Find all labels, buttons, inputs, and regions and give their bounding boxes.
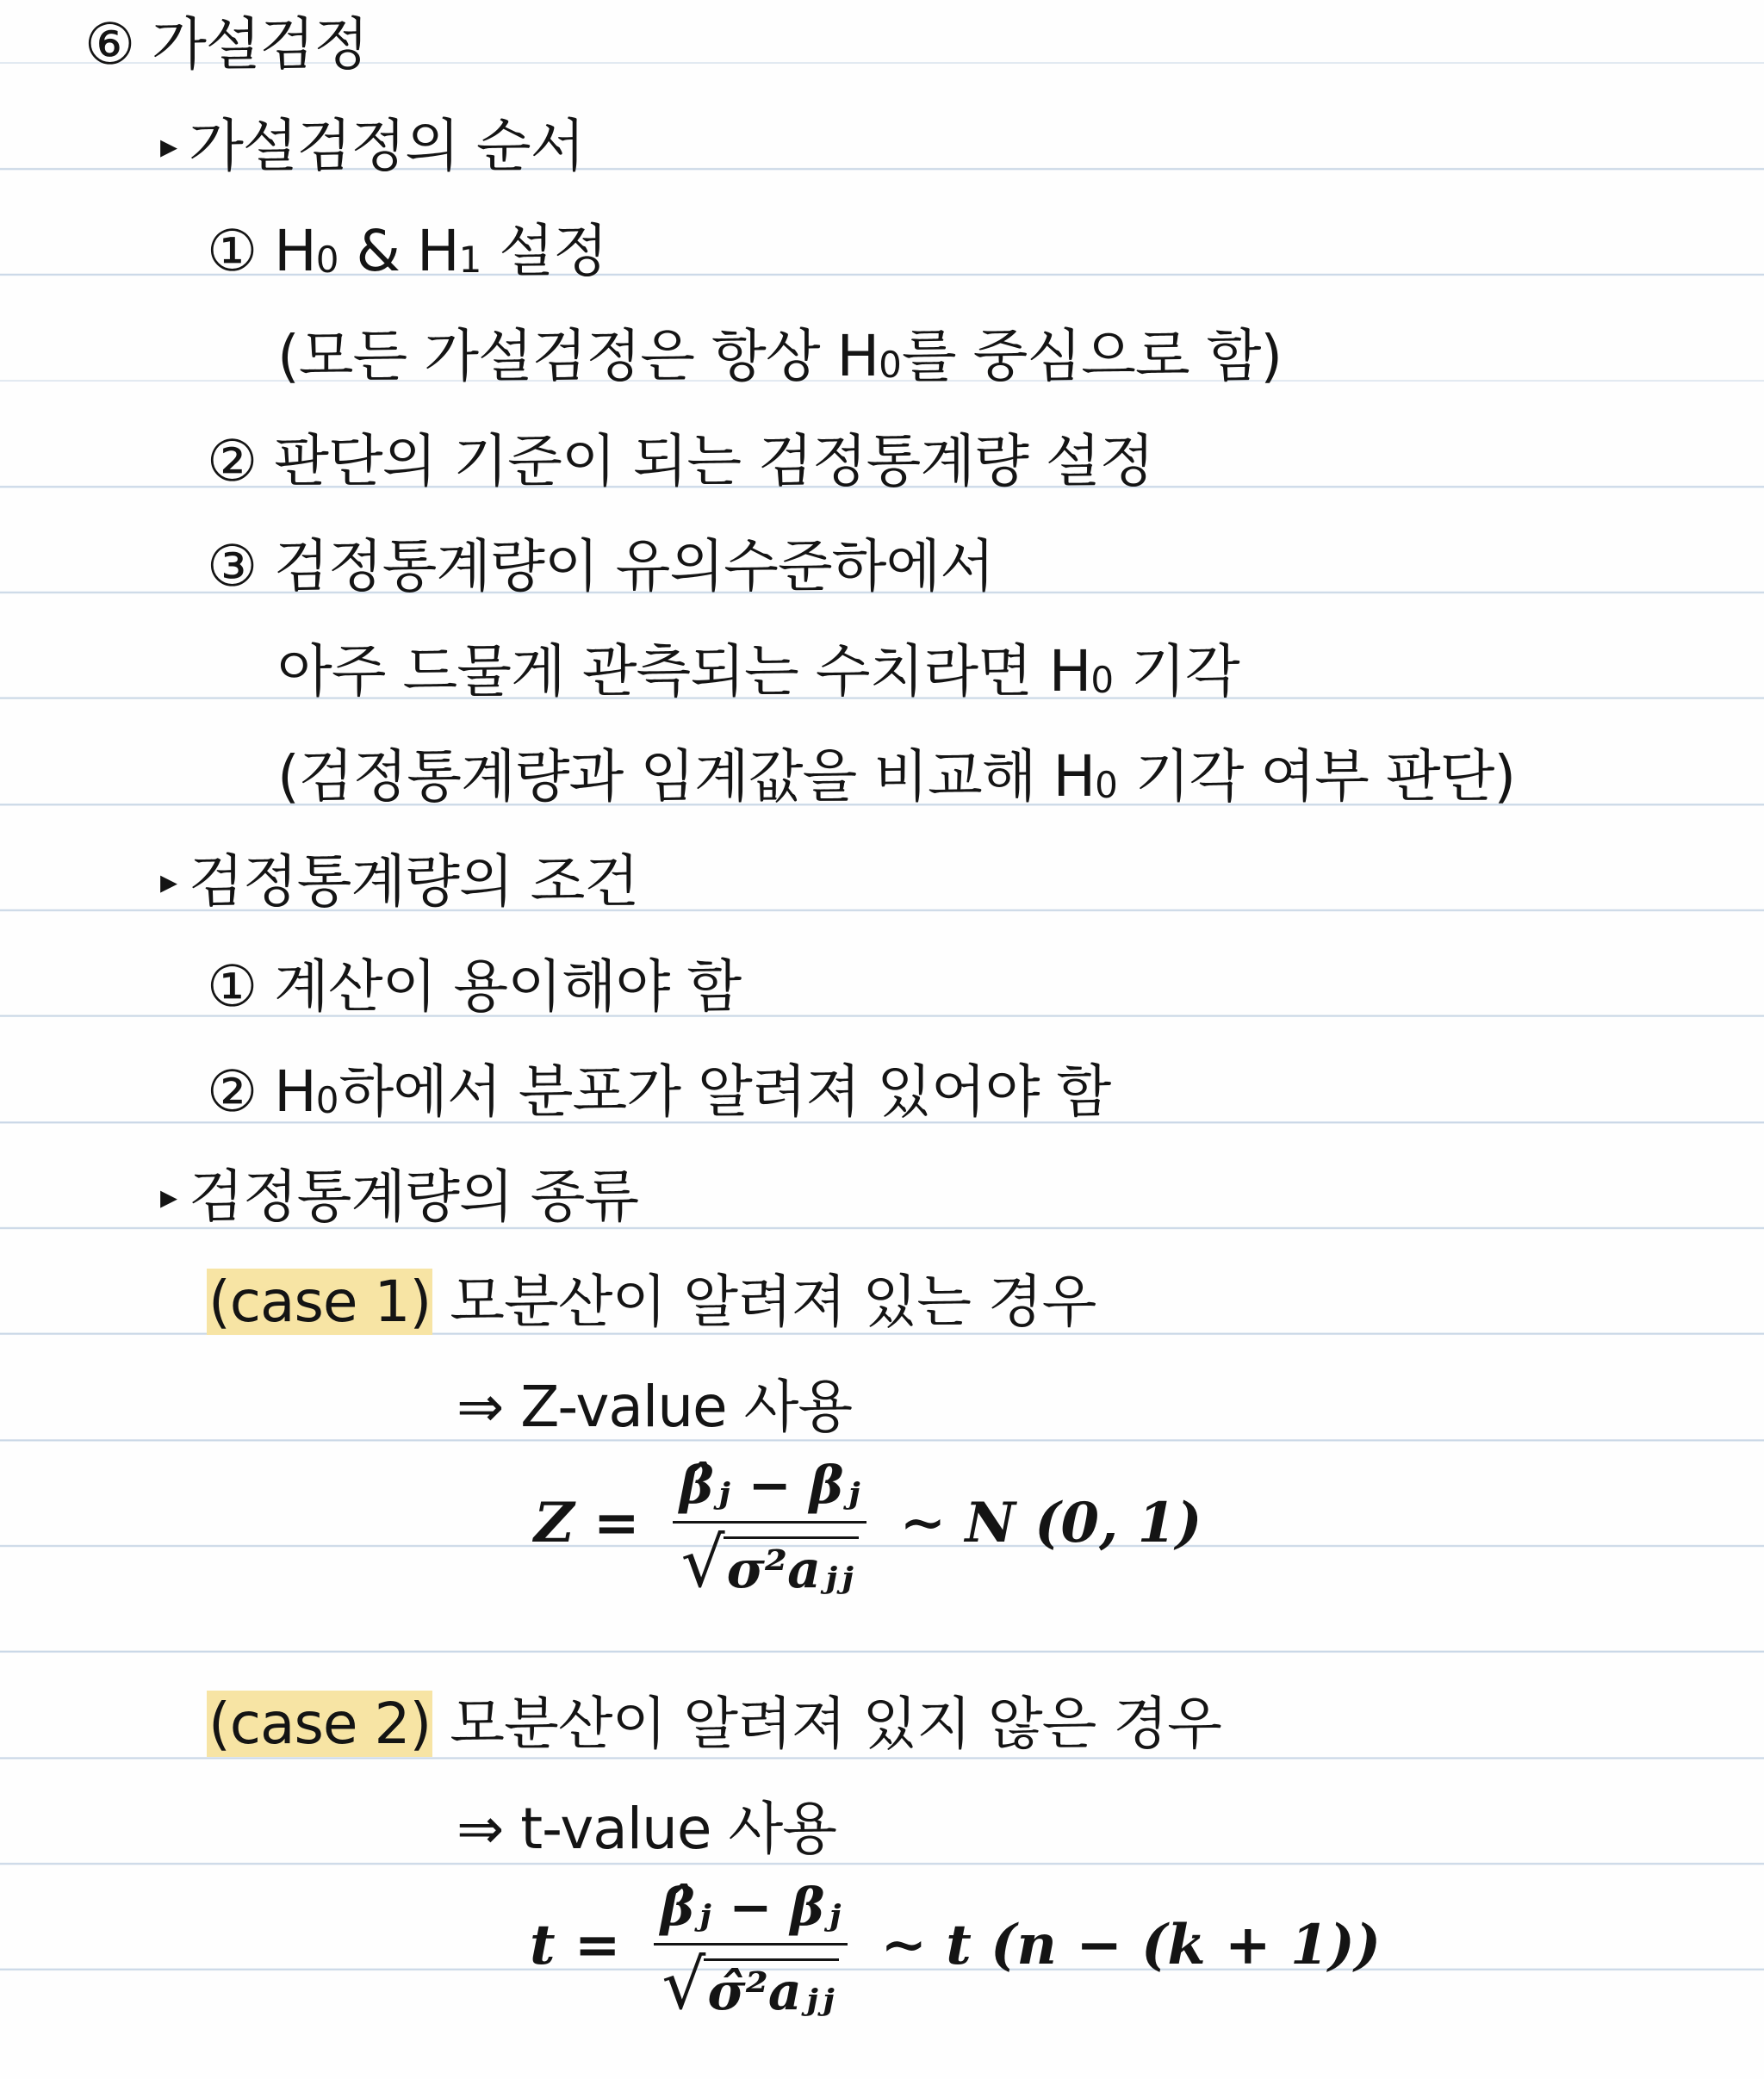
case-1-use: ⇒ Z-value 사용 <box>457 1374 853 1440</box>
sqrt-icon: √ σ²aⱼⱼ <box>681 1529 859 1598</box>
order-step-3: ③ 검정통계량이 유의수준하에서 <box>207 533 994 599</box>
bullet-icon: ▸ <box>160 1176 177 1217</box>
t-numerator: β̂ⱼ − βⱼ <box>654 1877 848 1946</box>
case-2-use: ⇒ t-value 사용 <box>457 1796 836 1862</box>
z-formula: Z = β̂ⱼ − βⱼ √ σ²aⱼⱼ ∼ N (0, 1) <box>534 1455 1202 1603</box>
case-2-tag: (case 2) <box>208 1691 432 1757</box>
case-1: (case 1) 모분산이 알려져 있는 경우 <box>208 1269 1096 1335</box>
section-title: ⑥ 가설검정 <box>84 11 369 78</box>
t-fraction <box>654 1877 848 2025</box>
sqrt-icon: √ σ̂²aⱼⱼ <box>662 1951 839 2020</box>
case-2: (case 2) 모분산이 알려져 있지 않은 경우 <box>208 1691 1221 1757</box>
z-numerator: β̂ⱼ − βⱼ <box>673 1455 866 1524</box>
t-denominator <box>662 1945 839 2025</box>
t-formula: t = β̂ⱼ − βⱼ √ σ̂²aⱼⱼ ∼ t (n − (k + 1)) <box>530 1877 1382 2025</box>
order-step-1: ① $H_0$ & $H_1$ 설정 <box>207 218 607 284</box>
order-step-1-note: (모든 가설검정은 항상 $H_0$를 중심으로 함) <box>277 323 1283 389</box>
types-heading: ▸ 검정통계량의 종류 <box>160 1164 639 1230</box>
condition-2: ② $H_0$하에서 분포가 알려져 있어야 함 <box>207 1058 1111 1125</box>
z-denominator <box>680 1523 859 1603</box>
bullet-icon: ▸ <box>160 861 177 902</box>
order-step-2: ② 판단의 기준이 되는 검정통계량 설정 <box>207 428 1154 494</box>
conditions-heading: ▸ 검정통계량의 조건 <box>160 848 639 915</box>
order-step-3-cont: 아주 드물게 관측되는 수치라면 $H_0$ 기각 <box>277 638 1239 704</box>
order-step-3-note: (검정통계량과 임계값을 비교해 $H_0$ 기각 여부 판단) <box>277 743 1516 810</box>
order-heading: ▸ 가설검정의 순서 <box>160 113 585 179</box>
bullet-icon: ▸ <box>160 126 177 166</box>
z-fraction <box>673 1455 866 1603</box>
condition-1: ① 계산이 용이해야 함 <box>207 953 742 1020</box>
case-1-tag: (case 1) <box>208 1269 432 1335</box>
